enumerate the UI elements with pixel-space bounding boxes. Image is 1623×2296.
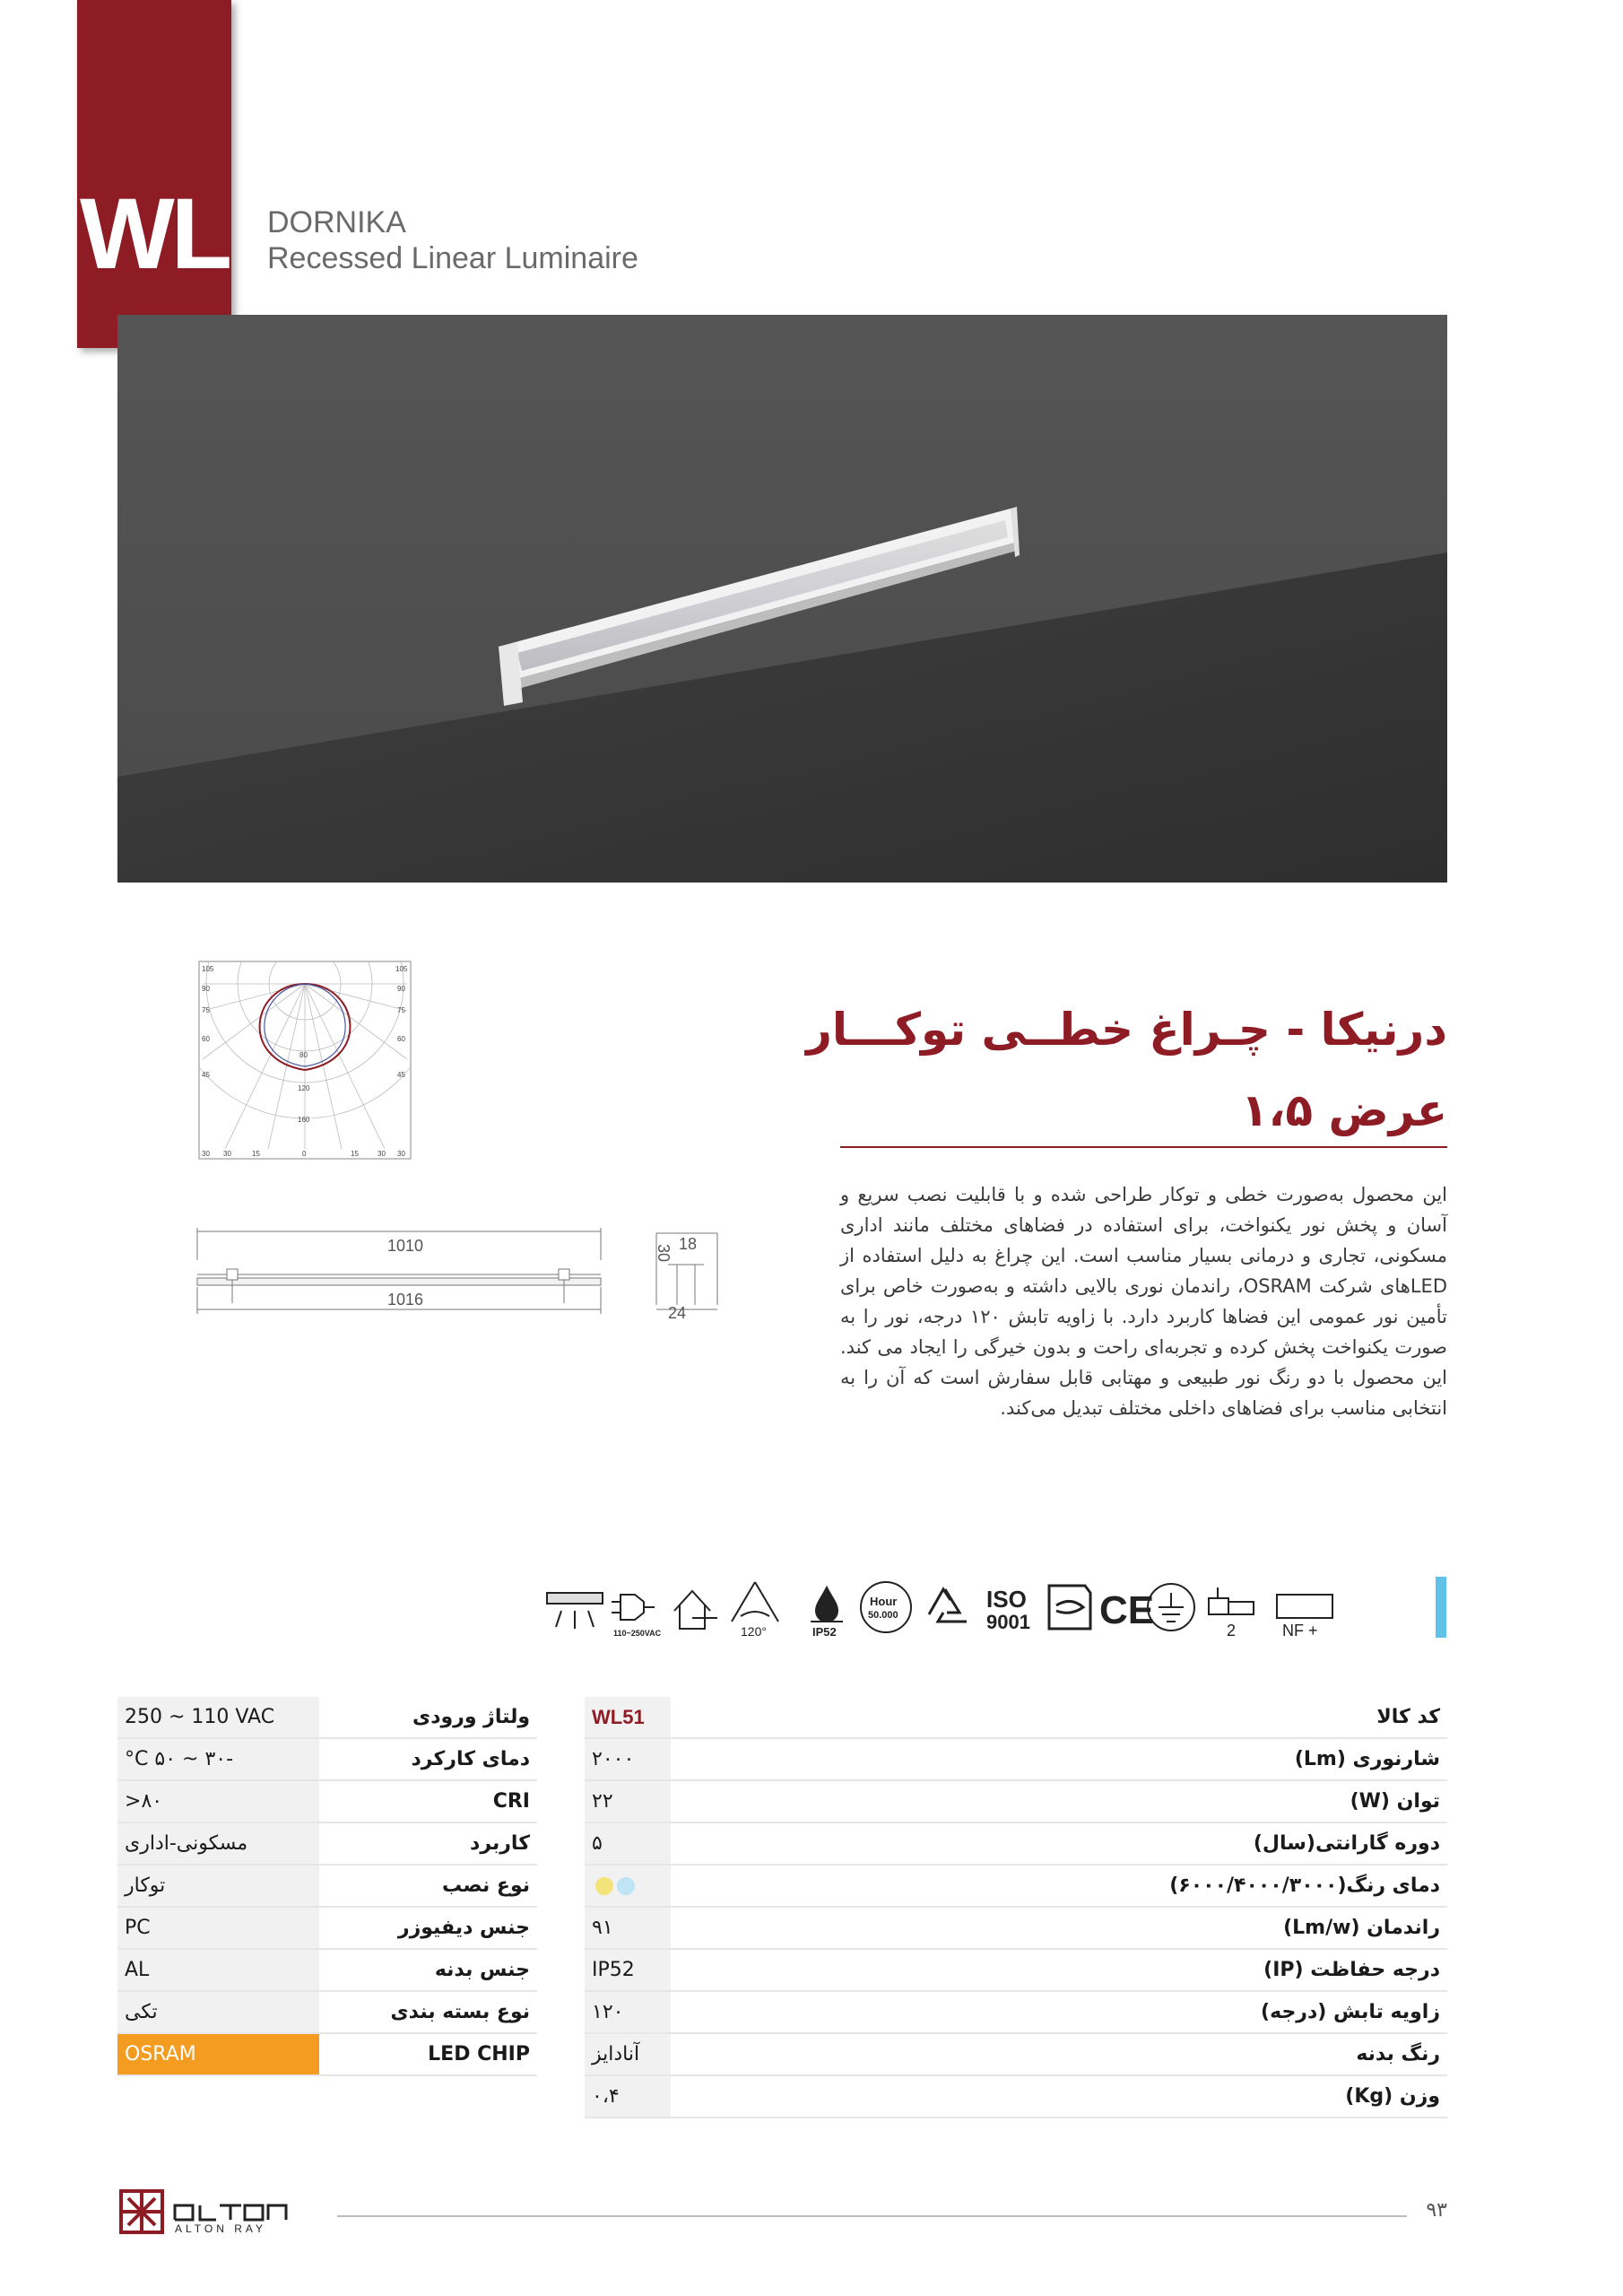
- polar-angle-right-1: 90: [397, 985, 405, 993]
- polar-bottom-3: 15: [351, 1150, 359, 1158]
- voltage-label: 110~250VAC: [613, 1629, 662, 1638]
- polar-bottom-1: 15: [252, 1150, 260, 1158]
- warm-light-swatch: [595, 1877, 613, 1895]
- table-row: [117, 2033, 537, 2075]
- spec-value: ۰،۴: [585, 2075, 671, 2118]
- polar-radial-0: 80: [299, 1051, 308, 1059]
- hours-value: 50.000: [868, 1610, 898, 1621]
- beam-angle-icon: [732, 1582, 778, 1622]
- table-row: [585, 1907, 1447, 1949]
- polar-angle-right-0: 105: [395, 965, 408, 973]
- polar-angle-left-4: 45: [202, 1071, 210, 1079]
- dim-width: 24: [668, 1304, 687, 1322]
- beam-angle-label: 120°: [741, 1624, 767, 1639]
- product-photo: [117, 315, 1447, 883]
- spec-label: رنگ بدنه: [671, 2033, 1447, 2075]
- spec-value: ۲۲: [585, 1780, 671, 1822]
- polar-diagram: [198, 961, 412, 1160]
- spec-label: دوره گارانتی(سال): [671, 1822, 1447, 1865]
- iso-label: ISO: [986, 1586, 1027, 1613]
- spec-label: وزن (Kg): [671, 2075, 1447, 2118]
- spec-value: WL51: [585, 1697, 671, 1738]
- spec-value: -۳۰ ~ ۵۰ C°: [117, 1738, 319, 1780]
- footer-divider: [337, 2215, 1407, 2217]
- led-chip-badge: OSRAM: [117, 2033, 319, 2075]
- title-divider: [840, 1146, 1447, 1148]
- product-description: این محصول به‌صورت خطی و توکار طراحی شده و با قابلیت نصب سریع و آسان و پخش نور یکنواخت، برای استفاده در فضاهای مختلف مانند اداری مسکونی، تجاری و درمانی بسیار مناسب است. این چراغ به دلیل استفاده از LEDهای شرکت OSRAM، راندمان نوری بالایی داشته و به‌صورت خاص برای تأمین نور عمومی این فضاها کاربرد دارد. با زاویه تابش ۱۲۰ درجه، نور را به صورت یکنواخت پخش کرده و تجربه‌ای راحت و بدون خیرگی را ایجاد می کند. این محصول با دو رنگ نور طبیعی و مهتابی قابل سفارش است که آن را به انتخابی مناسب برای فضاهای داخلی مختلف تبدیل می‌کند.: [840, 1184, 1447, 1419]
- iso-value: 9001: [986, 1611, 1030, 1633]
- logo-text: ALTON RAY: [175, 2222, 267, 2235]
- table-row: [117, 1780, 537, 1822]
- class-number: 2: [1227, 1622, 1237, 1639]
- series-tag: [77, 0, 231, 348]
- alton-logo: [117, 2186, 315, 2239]
- recycle-icon: [929, 1589, 967, 1622]
- driver-box-icon: [1209, 1587, 1254, 1614]
- table-row: [585, 1822, 1447, 1865]
- polar-angle-left-5: 30: [202, 1150, 210, 1158]
- cool-light-swatch: [617, 1877, 635, 1895]
- product-name: DORNIKA: [267, 205, 406, 239]
- spec-label: راندمان (Lm/w): [671, 1907, 1447, 1949]
- logo-wordmark: [175, 2205, 286, 2220]
- polar-angle-right-4: 45: [397, 1071, 405, 1079]
- polar-angle-left-2: 75: [202, 1006, 210, 1014]
- spec-value: 250 ~ 110 VAC: [117, 1697, 319, 1738]
- spec-label: دمای رنگ(۶۰۰۰/۴۰۰۰/۳۰۰۰): [671, 1865, 1447, 1907]
- nf-label: NF +: [1282, 1622, 1318, 1639]
- spec-value: ۲۰۰۰: [585, 1738, 671, 1780]
- spec-value: توکار: [117, 1865, 319, 1907]
- polar-angle-left-0: 105: [202, 965, 214, 973]
- spec-label: درجه حفاظت (IP): [671, 1949, 1447, 1991]
- table-row: [585, 1780, 1447, 1822]
- table-row: [117, 1822, 537, 1865]
- ground-icon: [1148, 1584, 1194, 1631]
- color-temp-swatches: [585, 1865, 671, 1907]
- spec-label: توان (W): [671, 1780, 1447, 1822]
- polar-angle-left-3: 60: [202, 1035, 210, 1043]
- spec-value: PC: [117, 1907, 319, 1949]
- polar-angle-right-3: 60: [397, 1035, 405, 1043]
- spec-value: ۸۰<: [117, 1780, 319, 1822]
- title-line-1: درنیکا - چـراغ خطــی توکـــار: [806, 1004, 1447, 1056]
- spec-label: ولتاژ ورودی: [319, 1697, 537, 1738]
- spec-value: AL: [117, 1949, 319, 1991]
- title-line-2: عرض ۱،۵: [1241, 1084, 1447, 1136]
- spec-value: IP52: [585, 1949, 671, 1991]
- dim-length-top: 1010: [387, 1237, 424, 1255]
- polar-bottom-4: 30: [378, 1150, 386, 1158]
- series-code: WL: [79, 178, 230, 290]
- polar-radial-1: 120: [298, 1084, 310, 1092]
- spec-value: ۵: [585, 1822, 671, 1865]
- indoor-house-icon: [674, 1591, 717, 1629]
- table-row: [117, 1738, 537, 1780]
- spec-label: زاویه تابش (درجه): [671, 1991, 1447, 2033]
- table-row: [585, 2075, 1447, 2118]
- spec-label: دمای کارکرد: [319, 1738, 537, 1780]
- spec-label: جنس بدنه: [319, 1949, 537, 1991]
- spec-value: مسکونی-اداری: [117, 1822, 319, 1865]
- table-row: [117, 1907, 537, 1949]
- spec-value: تکی: [117, 1991, 319, 2033]
- product-subtitle: Recessed Linear Luminaire: [267, 241, 638, 275]
- polar-bottom-2: 0: [302, 1150, 307, 1158]
- dimension-drawing: [193, 1224, 731, 1323]
- polar-angle-right-5: 30: [397, 1150, 405, 1158]
- spec-label: کاربرد: [319, 1822, 537, 1865]
- table-row: [117, 1949, 537, 1991]
- standard-mark-icon: [1049, 1586, 1090, 1629]
- ip-label: IP52: [812, 1625, 837, 1639]
- ce-mark-icon: CE: [1099, 1588, 1155, 1632]
- table-row: [117, 1865, 537, 1907]
- polar-angle-right-2: 75: [397, 1006, 405, 1014]
- feature-icons: [542, 1575, 1447, 1639]
- spec-label: نوع بسته بندی: [319, 1991, 537, 2033]
- spec-label: جنس دیفیوزر: [319, 1907, 537, 1949]
- spec-label: LED CHIP: [319, 2033, 537, 2075]
- polar-bottom-0: 30: [223, 1150, 231, 1158]
- spec-table-main: [585, 1697, 1447, 2118]
- page-number: ۹۳: [1426, 2199, 1447, 2222]
- hours-label: Hour: [870, 1595, 898, 1608]
- dim-height-b: 18: [679, 1235, 698, 1253]
- table-row: [585, 1949, 1447, 1991]
- spec-value: ۹۱: [585, 1907, 671, 1949]
- plug-voltage-icon: [612, 1595, 655, 1620]
- table-row: [585, 2033, 1447, 2075]
- spec-value: ۱۲۰: [585, 1991, 671, 2033]
- table-row: [585, 1991, 1447, 2033]
- table-row: [117, 1697, 537, 1738]
- recessed-ceiling-icon: [547, 1593, 603, 1629]
- spec-label: کد کالا: [671, 1697, 1447, 1738]
- table-row: [585, 1865, 1447, 1907]
- dim-length-bottom: 1016: [387, 1291, 424, 1309]
- product-title: [766, 989, 1447, 1151]
- spec-table-secondary: [117, 1697, 537, 2076]
- brand-block: [267, 204, 638, 276]
- polar-angle-left-1: 90: [202, 985, 210, 993]
- spec-label: شارنوری (Lm): [671, 1738, 1447, 1780]
- polar-radial-2: 160: [298, 1116, 310, 1124]
- ip-drop-icon: [811, 1587, 843, 1622]
- spec-label: نوع نصب: [319, 1865, 537, 1907]
- dim-height-a: 30: [655, 1244, 673, 1263]
- spec-value: آنادایز: [585, 2033, 671, 2075]
- nf-driver-icon: [1277, 1595, 1332, 1618]
- table-row: [117, 1991, 537, 2033]
- spec-label: CRI: [319, 1780, 537, 1822]
- table-row: [585, 1738, 1447, 1780]
- accent-strip: [1436, 1577, 1446, 1638]
- table-row: [585, 1697, 1447, 1738]
